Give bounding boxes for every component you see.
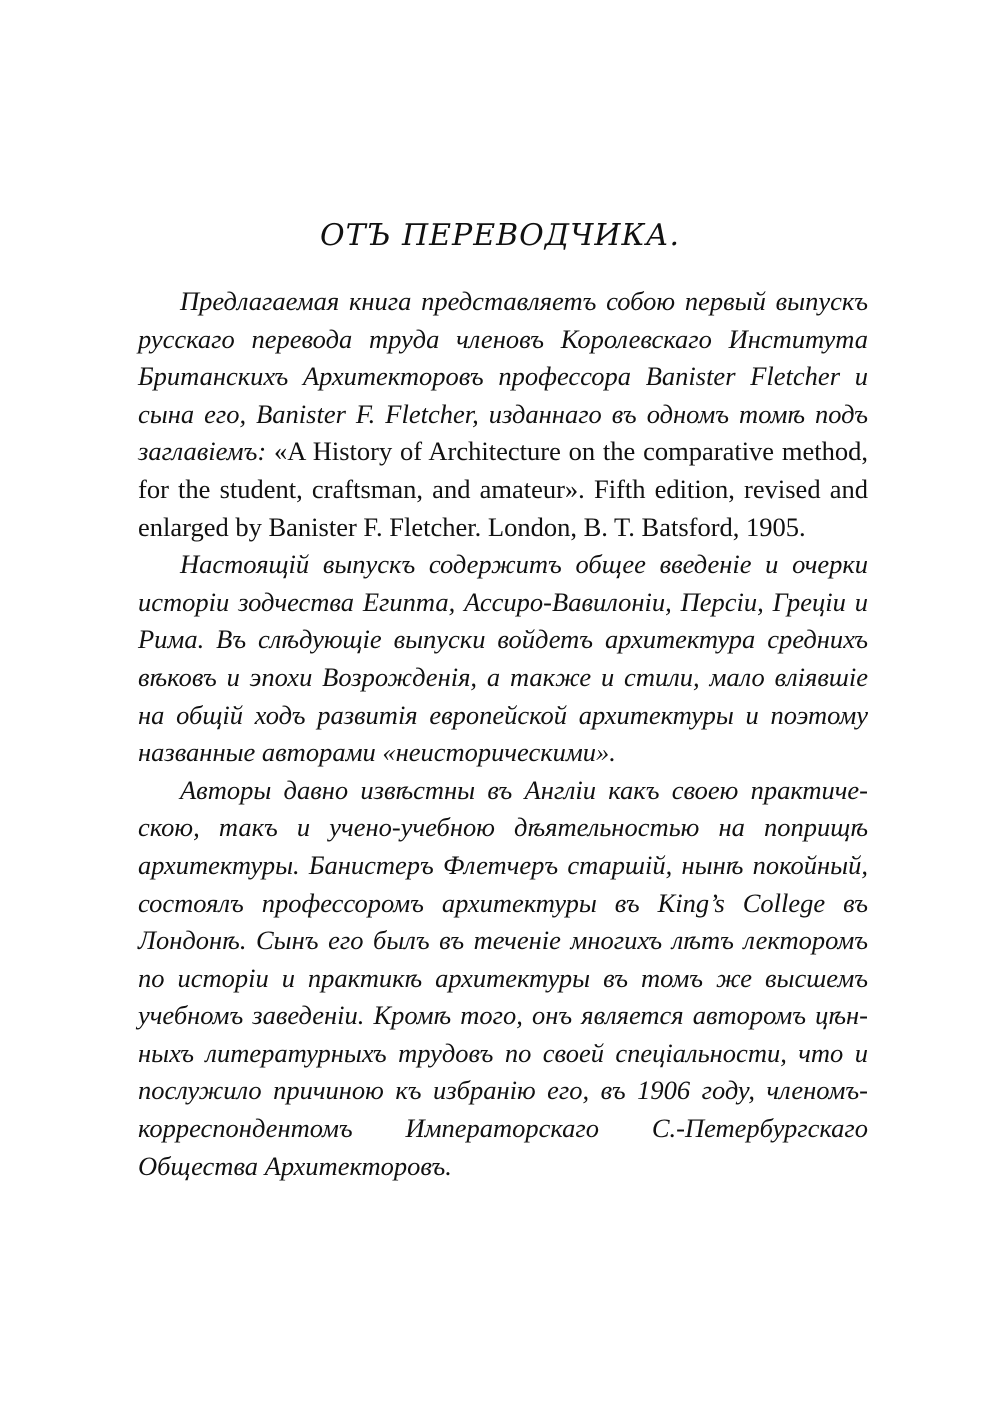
paragraph-1-russian: Предлагаемая книга представляетъ собою первый выпускъ русскаго перевода труда членовъ Королевскаго Института Британскихъ Архитекторовъ профессора Banister Fletcher и сына его, Banister F. Fletcher, изданнаго въ одномъ томѣ подъ заглавіемъ: [138,286,868,467]
page-heading: ОТЪ ПЕРЕВОДЧИКА. [320,218,680,253]
body-text [138,283,868,1185]
paragraph-1 [138,283,868,546]
paragraph-3: Авторы давно извѣстны въ Англіи какъ своею практическою, такъ и учено-учебною дѣятельностью на поприщѣ архитектуры. Банистеръ Флетчеръ старшій, нынѣ покойный, состоялъ профессоромъ архитектуры въ King’s College въ Лондонѣ. Сынъ его былъ въ теченіе многихъ лѣтъ лекторомъ по исторіи и практикѣ архитектуры въ томъ же высшемъ учебномъ заведеніи. Кромѣ того, онъ является авторомъ цѣнныхъ литературныхъ трудовъ по своей спеціальности, что и послужило причиною къ избранію его, въ 1906 году, членомъ-корреспондентомъ Императорскаго С.-Петербургскаго Общества Архитекторовъ. [138,774,868,1181]
paragraph-2: Настоящій выпускъ содержитъ общее введеніе и очерки исторіи зодчества Египта, Ассиро-Вавилоніи, Персіи, Греціи и Рима. Въ слѣдующіе выпуски войдетъ архитектура среднихъ вѣковъ и эпохи Возрожденія, а также и стили, мало вліявшіе на общій ходъ развитія европейской архитектуры и поэтому названные авторами «неисторическими». [138,549,868,768]
paragraph-1-english-title: «A History of Architecture on the comparative method, for the student, craftsman, and amateur». Fifth edition, revised and enlarged by Banister F. Fletcher. London, B. T. Batsford, 1905. [138,436,868,542]
